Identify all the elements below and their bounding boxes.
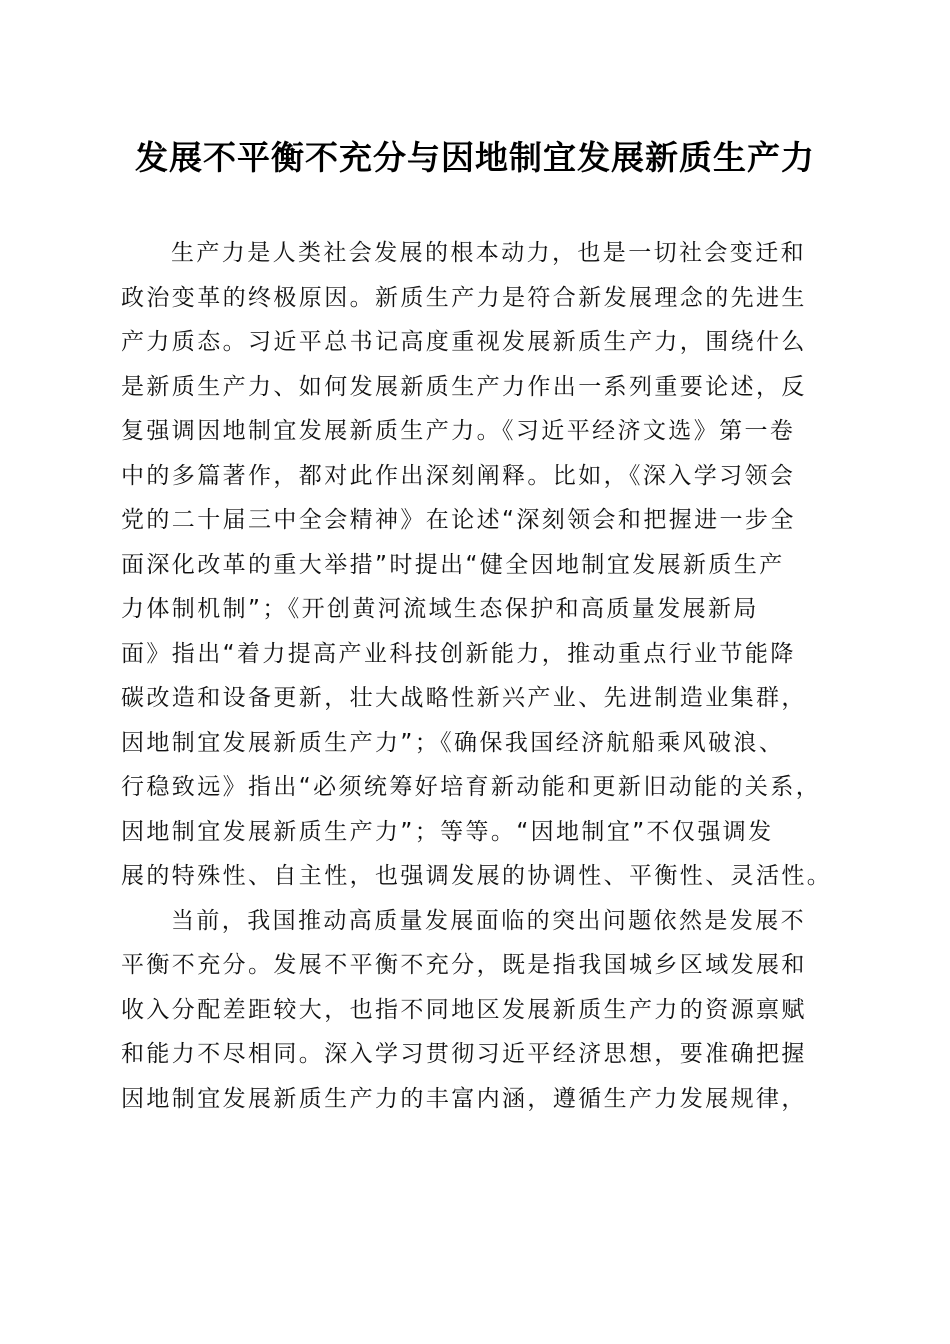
text-line: 当前，我国推动高质量发展面临的突出问题依然是发展不 (171, 907, 806, 934)
text-line: 面深化改革的重大举措”时提出“健全因地制宜发展新质生产 (121, 551, 785, 578)
text-line: 中的多篇著作，都对此作出深刻阐释。比如，《深入学习领会 (121, 462, 796, 489)
text-line: 面》指出“着力提高产业科技创新能力，推动重点行业节能降 (121, 640, 796, 667)
paragraph-2 (121, 899, 833, 1122)
text-line: 因地制宜发展新质生产力的丰富内涵，遵循生产力发展规律， (121, 1085, 807, 1112)
document-title: 发展不平衡不充分与因地制宜发展新质生产力 (135, 138, 815, 177)
text-line: 平衡不充分。发展不平衡不充分，既是指我国城乡区域发展和 (121, 952, 807, 978)
paragraph-1 (121, 231, 833, 899)
text-line: 展的特殊性、自主性，也强调发展的协调性、平衡性、灵活性。 (121, 863, 833, 889)
text-line: 产力质态。习近平总书记高度重视发展新质生产力，围绕什么 (121, 329, 807, 355)
text-line: 碳改造和设备更新，壮大战略性新兴产业、先进制造业集群， (121, 685, 807, 711)
text-line: 是新质生产力、如何发展新质生产力作出一系列重要论述，反 (121, 373, 807, 400)
text-line: 复强调因地制宜发展新质生产力。《习近平经济文选》第一卷 (121, 418, 796, 444)
text-line: 政治变革的终极原因。新质生产力是符合新发展理念的先进生 (121, 284, 807, 311)
text-line: 收入分配差距较大，也指不同地区发展新质生产力的资源禀赋 (121, 996, 807, 1023)
text-line: 因地制宜发展新质生产力”；等等。“因地制宜”不仅强调发 (121, 818, 774, 845)
text-line: 力体制机制”；《开创黄河流域生态保护和高质量发展新局 (121, 596, 759, 622)
text-line: 行稳致远》指出“必须统筹好培育新动能和更新旧动能的关系， (121, 774, 822, 800)
text-line: 生产力是人类社会发展的根本动力，也是一切社会变迁和 (171, 240, 806, 266)
text-line: 和能力不尽相同。深入学习贯彻习近平经济思想，要准确把握 (121, 1041, 807, 1067)
document-body (121, 231, 833, 1121)
text-line: 党的二十届三中全会精神》在论述“深刻领会和把握进一步全 (121, 507, 796, 533)
text-line: 因地制宜发展新质生产力”；《确保我国经济航船乘风破浪、 (121, 729, 785, 756)
